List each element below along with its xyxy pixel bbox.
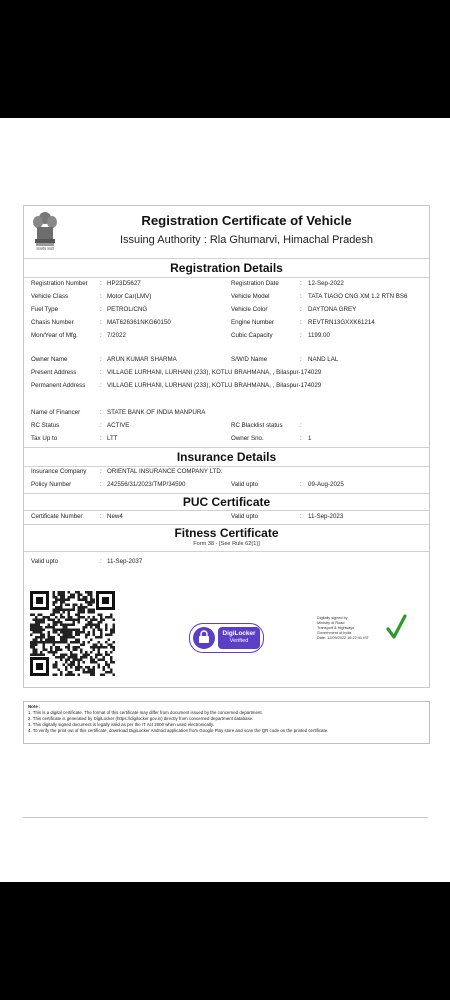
present-address-label: Present Address [31,369,77,376]
colon: : [100,468,102,475]
field-value: 1199.00 [308,332,330,339]
colon: : [100,356,102,363]
swd-name-label: S/W/D Name [231,356,268,363]
owner-name-label: Owner Name [31,356,68,363]
divider [24,524,429,525]
policy-number-label: Policy Number [31,481,72,488]
signature-line: Digitally signed by [317,616,348,620]
field-label: Mon/Year of Mfg. [31,332,78,339]
qr-code-icon [30,591,115,676]
emblem-caption: सत्यमेव जयते [36,247,54,251]
fitness-valid-label: Valid upto [31,558,59,565]
issuing-authority: Issuing Authority : Rla Ghumarvi, Himachal Pradesh [119,234,374,246]
colon: : [100,319,102,326]
fitness-valid-value: 11-Sep-2037 [107,558,143,565]
registration-heading: Registration Details [170,261,283,275]
field-label: Chasis Number [31,319,74,326]
colon: : [300,356,302,363]
permanent-address-label: Permanent Address [31,382,86,389]
divider [24,466,429,467]
financer-label: Name of Financer [31,409,81,416]
digilocker-icon [193,627,215,649]
field-value: 12-Sep-2022 [308,280,344,287]
digilocker-label-panel [218,627,260,649]
note-item: 4. To verify the print out of this certificate, download DigiLocker Android application from Google Play store and scan the QR code on the printed certificate. [28,728,329,733]
colon: : [300,332,302,339]
field-label: Vehicle Class [31,293,69,300]
check-mark-icon [385,614,407,642]
tax-value: LTT [107,435,118,442]
colon: : [100,435,102,442]
colon: : [100,293,102,300]
field-label: Vehicle Model [231,293,270,300]
note-item: 3. This digitally signed document is legally valid as per the IT Act 2000 when used electronically. [28,722,214,727]
puc-number-value: New4 [107,513,123,520]
colon: : [300,280,302,287]
colon: : [300,513,302,520]
permanent-address-value: VILLAGE LURHANI, LURHANI (233), KOTLU BRAHMANA, , Bilaspur-174029 [107,382,322,389]
insurance-valid-label: Valid upto [231,481,259,488]
tax-label: Tax Up to [31,435,58,442]
owner-name-value: ARUN KUMAR SHARMA [107,356,177,363]
divider [23,817,428,818]
insurance-company-label: Insurance Company [31,468,87,475]
notes-box [23,701,430,744]
colon: : [300,319,302,326]
digilocker-verified-badge [189,623,264,653]
divider [24,447,429,448]
divider [24,277,429,278]
puc-number-label: Certificate Number [31,513,83,520]
colon: : [300,435,302,442]
owner-sno-label: Owner Sno. [231,435,264,442]
owner-sno-value: 1 [308,435,312,442]
colon: : [100,280,102,287]
field-label: Registration Number [31,280,88,287]
divider [24,510,429,511]
field-value: 7/2022 [107,332,126,339]
colon: : [100,558,102,565]
signature-line: Government of India [317,631,352,635]
colon: : [300,422,302,429]
field-value: Motor Car(LMV) [107,293,152,300]
puc-heading: PUC Certificate [182,495,271,509]
field-label: Fuel Type [31,306,59,313]
policy-number-value: 242556/31/2023/TMP/34590 [107,481,186,488]
insurance-heading: Insurance Details [176,450,277,464]
insurance-valid-value: 09-Aug-2025 [308,481,344,488]
colon: : [100,409,102,416]
colon: : [100,481,102,488]
financer-value: STATE BANK OF INDIA MANPURA [107,409,206,416]
colon: : [100,369,102,376]
digilocker-verified-label: Verified [229,638,249,644]
divider [24,258,429,259]
colon: : [100,513,102,520]
present-address-value: VILLAGE LURHANI, LURHANI (233), KOTLU BRAHMANA, , Bilaspur-174029 [107,369,322,376]
field-value: REVTRN13GXXK61214 [308,319,375,326]
insurance-company-value: ORIENTAL INSURANCE COMPANY LTD. [107,468,223,475]
colon: : [100,422,102,429]
rc-status-label: RC Status [31,422,60,429]
colon: : [300,481,302,488]
national-emblem-icon [30,210,60,256]
fitness-form: Form 38 - [See Rule 62(1)] [193,541,260,547]
field-value: PETROL/CNG [107,306,148,313]
colon: : [300,293,302,300]
notes-title: Note : [28,704,41,709]
certificate-page [0,118,450,882]
colon: : [100,382,102,389]
rc-blacklist-label: RC Blacklist status [231,422,283,429]
colon: : [100,306,102,313]
fitness-heading: Fitness Certificate [174,526,279,540]
digital-signature [315,614,415,649]
colon: : [300,306,302,313]
signature-line: Ministry of Road [317,621,345,625]
digilocker-label: DigiLocker [222,630,256,637]
puc-valid-value: 11-Sep-2023 [308,513,344,520]
signature-line: Transport & Highways [317,626,355,630]
field-label: Engine Number [231,319,274,326]
field-value: DAYTONA GREY [308,306,357,313]
colon: : [100,332,102,339]
divider [24,493,429,494]
field-value: MAT626361NKG60150 [107,319,171,326]
divider [24,551,429,552]
swd-name-value: NAND LAL [308,356,339,363]
rc-status-value: ACTIVE [107,422,130,429]
field-value: HP23D5627 [107,280,141,287]
note-item: 1. This is a digital certificate. The format of this certificate may differ from document issued by the concerned department. [28,710,263,715]
certificate-title: Registration Certificate of Vehicle [141,213,352,228]
note-item: 2. This certificate is generated by DigiLocker (https://digilocker.gov.in) directly from concerned department database. [28,716,254,721]
signature-line: Date: 12/09/2022 16:22:41 IST [317,636,369,640]
field-value: TATA TIAGO CNG XM 1.2 RTN BS6 [308,293,408,300]
field-label: Cubic Capacity [231,332,273,339]
field-label: Registration Date [231,280,279,287]
field-label: Vehicle Color [231,306,268,313]
puc-valid-label: Valid upto [231,513,259,520]
